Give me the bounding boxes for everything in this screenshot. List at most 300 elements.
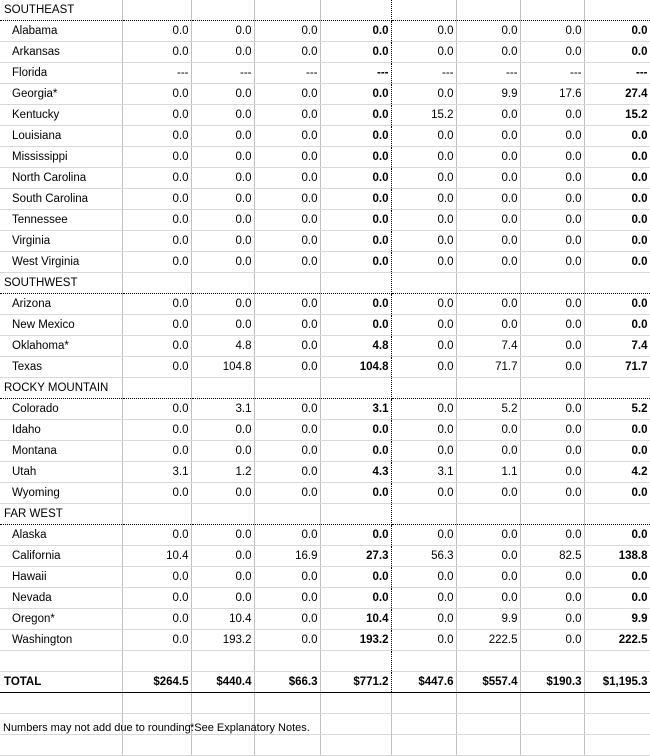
value-cell[interactable]: 0.0	[254, 399, 320, 420]
state-name-cell[interactable]: Hawaii	[0, 567, 122, 588]
value-cell[interactable]: 0.0	[191, 168, 254, 189]
value-cell[interactable]: 0.0	[391, 357, 456, 378]
state-name-cell[interactable]: Mississippi	[0, 147, 122, 168]
value-cell[interactable]: 0.0	[520, 126, 584, 147]
value-cell[interactable]: 0.0	[320, 210, 391, 231]
state-name-cell[interactable]: Montana	[0, 441, 122, 462]
value-cell[interactable]: 0.0	[584, 189, 650, 210]
empty-cell[interactable]	[122, 693, 191, 714]
value-cell[interactable]: 0.0	[320, 147, 391, 168]
empty-cell[interactable]	[391, 693, 456, 714]
value-cell[interactable]: 0.0	[320, 231, 391, 252]
value-cell[interactable]: 0.0	[456, 420, 520, 441]
state-name-cell[interactable]: Utah	[0, 462, 122, 483]
value-cell[interactable]: ---	[391, 63, 456, 84]
value-cell[interactable]: 0.0	[391, 210, 456, 231]
empty-cell[interactable]	[391, 273, 456, 294]
value-cell[interactable]: 0.0	[520, 588, 584, 609]
value-cell[interactable]: 0.0	[391, 252, 456, 273]
value-cell[interactable]: 5.2	[584, 399, 650, 420]
value-cell[interactable]: 0.0	[520, 105, 584, 126]
empty-cell[interactable]	[254, 504, 320, 525]
value-cell[interactable]: 0.0	[191, 105, 254, 126]
value-cell[interactable]: 0.0	[584, 588, 650, 609]
value-cell[interactable]: 0.0	[191, 189, 254, 210]
value-cell[interactable]: 0.0	[391, 84, 456, 105]
value-cell[interactable]: 0.0	[520, 210, 584, 231]
value-cell[interactable]: 7.4	[456, 336, 520, 357]
empty-cell[interactable]	[456, 693, 520, 714]
value-cell[interactable]: 0.0	[456, 525, 520, 546]
value-cell[interactable]: 3.1	[191, 399, 254, 420]
value-cell[interactable]: 0.0	[456, 483, 520, 504]
value-cell[interactable]: 0.0	[391, 420, 456, 441]
value-cell[interactable]: 0.0	[191, 294, 254, 315]
value-cell[interactable]: 0.0	[191, 42, 254, 63]
value-cell[interactable]: 0.0	[520, 441, 584, 462]
state-name-cell[interactable]: California	[0, 546, 122, 567]
total-label[interactable]: TOTAL	[0, 672, 122, 693]
value-cell[interactable]: 0.0	[456, 546, 520, 567]
value-cell[interactable]: 0.0	[391, 189, 456, 210]
value-cell[interactable]: 5.2	[456, 399, 520, 420]
value-cell[interactable]: 0.0	[122, 147, 191, 168]
empty-cell[interactable]	[320, 693, 391, 714]
value-cell[interactable]: 0.0	[191, 483, 254, 504]
value-cell[interactable]: 222.5	[584, 630, 650, 651]
value-cell[interactable]: 0.0	[320, 567, 391, 588]
state-name-cell[interactable]: Colorado	[0, 399, 122, 420]
value-cell[interactable]: 0.0	[456, 21, 520, 42]
value-cell[interactable]: 0.0	[391, 525, 456, 546]
value-cell[interactable]: 0.0	[456, 231, 520, 252]
value-cell[interactable]: 0.0	[191, 420, 254, 441]
value-cell[interactable]: 0.0	[191, 567, 254, 588]
value-cell[interactable]: 0.0	[122, 483, 191, 504]
empty-cell[interactable]	[456, 504, 520, 525]
value-cell[interactable]: 0.0	[254, 189, 320, 210]
empty-cell[interactable]	[191, 693, 254, 714]
value-cell[interactable]: 0.0	[520, 567, 584, 588]
value-cell[interactable]: ---	[584, 63, 650, 84]
value-cell[interactable]: 0.0	[320, 105, 391, 126]
value-cell[interactable]: 0.0	[391, 126, 456, 147]
value-cell[interactable]: 0.0	[391, 294, 456, 315]
value-cell[interactable]: 1.1	[456, 462, 520, 483]
total-value-cell[interactable]: $557.4	[456, 672, 520, 693]
value-cell[interactable]: 0.0	[122, 315, 191, 336]
empty-cell[interactable]	[191, 273, 254, 294]
value-cell[interactable]: 0.0	[254, 336, 320, 357]
empty-cell[interactable]	[320, 273, 391, 294]
value-cell[interactable]: 0.0	[520, 294, 584, 315]
value-cell[interactable]: 0.0	[254, 126, 320, 147]
value-cell[interactable]: 0.0	[320, 84, 391, 105]
value-cell[interactable]: 0.0	[191, 441, 254, 462]
value-cell[interactable]: 0.0	[191, 21, 254, 42]
value-cell[interactable]: 0.0	[320, 126, 391, 147]
total-value-cell[interactable]: $190.3	[520, 672, 584, 693]
empty-cell[interactable]	[391, 0, 456, 21]
value-cell[interactable]: 17.6	[520, 84, 584, 105]
value-cell[interactable]: 0.0	[391, 609, 456, 630]
value-cell[interactable]: 4.8	[320, 336, 391, 357]
empty-cell[interactable]	[584, 504, 650, 525]
value-cell[interactable]: 0.0	[520, 252, 584, 273]
empty-cell[interactable]	[520, 693, 584, 714]
empty-cell[interactable]	[320, 651, 391, 672]
value-cell[interactable]: 0.0	[520, 315, 584, 336]
value-cell[interactable]: 0.0	[320, 441, 391, 462]
value-cell[interactable]: 71.7	[584, 357, 650, 378]
value-cell[interactable]: 0.0	[191, 525, 254, 546]
value-cell[interactable]: 10.4	[122, 546, 191, 567]
state-name-cell[interactable]: South Carolina	[0, 189, 122, 210]
state-name-cell[interactable]: Washington	[0, 630, 122, 651]
state-name-cell[interactable]: Virginia	[0, 231, 122, 252]
value-cell[interactable]: 0.0	[191, 588, 254, 609]
value-cell[interactable]: 0.0	[456, 126, 520, 147]
value-cell[interactable]: 0.0	[520, 147, 584, 168]
value-cell[interactable]: 0.0	[122, 105, 191, 126]
value-cell[interactable]: 0.0	[320, 21, 391, 42]
empty-cell[interactable]	[456, 378, 520, 399]
value-cell[interactable]: 0.0	[520, 336, 584, 357]
value-cell[interactable]: 0.0	[584, 147, 650, 168]
value-cell[interactable]: 1.2	[191, 462, 254, 483]
value-cell[interactable]: 0.0	[456, 315, 520, 336]
empty-cell[interactable]	[584, 651, 650, 672]
region-label[interactable]: FAR WEST	[0, 504, 122, 525]
total-value-cell[interactable]: $66.3	[254, 672, 320, 693]
value-cell[interactable]: 0.0	[122, 168, 191, 189]
value-cell[interactable]: 0.0	[584, 231, 650, 252]
value-cell[interactable]: ---	[456, 63, 520, 84]
value-cell[interactable]: 0.0	[122, 420, 191, 441]
empty-cell[interactable]	[520, 273, 584, 294]
state-name-cell[interactable]: Louisiana	[0, 126, 122, 147]
value-cell[interactable]: 0.0	[391, 399, 456, 420]
value-cell[interactable]: 0.0	[391, 567, 456, 588]
value-cell[interactable]: 0.0	[520, 525, 584, 546]
value-cell[interactable]: 0.0	[391, 588, 456, 609]
state-name-cell[interactable]: Texas	[0, 357, 122, 378]
value-cell[interactable]: 0.0	[122, 399, 191, 420]
value-cell[interactable]: 15.2	[391, 105, 456, 126]
value-cell[interactable]: 0.0	[391, 441, 456, 462]
value-cell[interactable]: ---	[191, 63, 254, 84]
value-cell[interactable]: 0.0	[122, 567, 191, 588]
empty-cell[interactable]	[122, 504, 191, 525]
value-cell[interactable]: 0.0	[520, 42, 584, 63]
value-cell[interactable]: 0.0	[320, 168, 391, 189]
value-cell[interactable]: 9.9	[456, 84, 520, 105]
empty-cell[interactable]	[254, 273, 320, 294]
empty-cell[interactable]	[191, 504, 254, 525]
value-cell[interactable]: 0.0	[584, 441, 650, 462]
empty-cell[interactable]	[520, 0, 584, 21]
value-cell[interactable]: 0.0	[456, 252, 520, 273]
value-cell[interactable]: 0.0	[520, 483, 584, 504]
empty-cell[interactable]	[456, 0, 520, 21]
value-cell[interactable]: 10.4	[320, 609, 391, 630]
value-cell[interactable]: 0.0	[122, 357, 191, 378]
value-cell[interactable]: 0.0	[391, 168, 456, 189]
value-cell[interactable]: 0.0	[191, 84, 254, 105]
value-cell[interactable]: 0.0	[254, 147, 320, 168]
value-cell[interactable]: 0.0	[391, 483, 456, 504]
value-cell[interactable]: 0.0	[391, 315, 456, 336]
value-cell[interactable]: 0.0	[391, 147, 456, 168]
value-cell[interactable]: 0.0	[456, 441, 520, 462]
state-name-cell[interactable]: Oregon*	[0, 609, 122, 630]
value-cell[interactable]: 15.2	[584, 105, 650, 126]
value-cell[interactable]: 0.0	[254, 168, 320, 189]
empty-cell[interactable]	[122, 0, 191, 21]
value-cell[interactable]: 193.2	[191, 630, 254, 651]
value-cell[interactable]: 0.0	[584, 168, 650, 189]
value-cell[interactable]: 0.0	[456, 105, 520, 126]
value-cell[interactable]: 0.0	[456, 168, 520, 189]
value-cell[interactable]: 0.0	[122, 126, 191, 147]
value-cell[interactable]: 0.0	[391, 231, 456, 252]
empty-cell[interactable]	[254, 0, 320, 21]
value-cell[interactable]: 0.0	[584, 483, 650, 504]
value-cell[interactable]: 0.0	[191, 546, 254, 567]
value-cell[interactable]: 0.0	[254, 525, 320, 546]
value-cell[interactable]: 0.0	[320, 588, 391, 609]
value-cell[interactable]: 0.0	[584, 21, 650, 42]
value-cell[interactable]: 0.0	[254, 483, 320, 504]
state-name-cell[interactable]: Florida	[0, 63, 122, 84]
value-cell[interactable]: 3.1	[391, 462, 456, 483]
value-cell[interactable]: 0.0	[320, 42, 391, 63]
value-cell[interactable]: 0.0	[320, 252, 391, 273]
value-cell[interactable]: 0.0	[520, 462, 584, 483]
value-cell[interactable]: 104.8	[191, 357, 254, 378]
value-cell[interactable]: 104.8	[320, 357, 391, 378]
value-cell[interactable]: 0.0	[122, 294, 191, 315]
value-cell[interactable]: 0.0	[584, 252, 650, 273]
value-cell[interactable]: 0.0	[520, 399, 584, 420]
value-cell[interactable]: 0.0	[520, 231, 584, 252]
state-name-cell[interactable]: Nevada	[0, 588, 122, 609]
value-cell[interactable]: 0.0	[254, 567, 320, 588]
value-cell[interactable]: 0.0	[254, 357, 320, 378]
value-cell[interactable]: 222.5	[456, 630, 520, 651]
value-cell[interactable]: 4.8	[191, 336, 254, 357]
empty-cell[interactable]	[391, 651, 456, 672]
value-cell[interactable]: 0.0	[191, 126, 254, 147]
value-cell[interactable]: 3.1	[320, 399, 391, 420]
value-cell[interactable]: 0.0	[456, 210, 520, 231]
total-value-cell[interactable]: $1,195.3	[584, 672, 650, 693]
empty-cell[interactable]	[122, 273, 191, 294]
value-cell[interactable]: 0.0	[584, 126, 650, 147]
value-cell[interactable]: 0.0	[391, 21, 456, 42]
value-cell[interactable]: 0.0	[122, 42, 191, 63]
value-cell[interactable]: 0.0	[456, 189, 520, 210]
state-name-cell[interactable]: Tennessee	[0, 210, 122, 231]
value-cell[interactable]: 0.0	[122, 630, 191, 651]
value-cell[interactable]: 7.4	[584, 336, 650, 357]
value-cell[interactable]: 9.9	[584, 609, 650, 630]
empty-cell[interactable]	[520, 378, 584, 399]
total-value-cell[interactable]: $447.6	[391, 672, 456, 693]
empty-cell[interactable]	[0, 651, 122, 672]
value-cell[interactable]: 0.0	[584, 294, 650, 315]
value-cell[interactable]: 0.0	[320, 483, 391, 504]
value-cell[interactable]: 0.0	[254, 441, 320, 462]
value-cell[interactable]: 0.0	[584, 210, 650, 231]
empty-cell[interactable]	[122, 378, 191, 399]
value-cell[interactable]: 0.0	[122, 210, 191, 231]
value-cell[interactable]: 0.0	[254, 231, 320, 252]
value-cell[interactable]: 27.4	[584, 84, 650, 105]
value-cell[interactable]: 0.0	[122, 588, 191, 609]
empty-cell[interactable]	[456, 651, 520, 672]
value-cell[interactable]: ---	[122, 63, 191, 84]
value-cell[interactable]: 0.0	[122, 189, 191, 210]
state-name-cell[interactable]: West Virginia	[0, 252, 122, 273]
empty-cell[interactable]	[584, 0, 650, 21]
value-cell[interactable]: 0.0	[320, 294, 391, 315]
value-cell[interactable]: 4.3	[320, 462, 391, 483]
value-cell[interactable]: 0.0	[254, 609, 320, 630]
value-cell[interactable]: 0.0	[456, 588, 520, 609]
value-cell[interactable]: 0.0	[456, 147, 520, 168]
empty-cell[interactable]	[0, 693, 122, 714]
state-name-cell[interactable]: Alaska	[0, 525, 122, 546]
value-cell[interactable]: 0.0	[584, 315, 650, 336]
empty-cell[interactable]	[122, 651, 191, 672]
value-cell[interactable]: 0.0	[254, 588, 320, 609]
empty-cell[interactable]	[191, 0, 254, 21]
value-cell[interactable]: 0.0	[320, 420, 391, 441]
state-name-cell[interactable]: Georgia*	[0, 84, 122, 105]
value-cell[interactable]: 0.0	[254, 42, 320, 63]
empty-cell[interactable]	[320, 378, 391, 399]
state-name-cell[interactable]: Wyoming	[0, 483, 122, 504]
value-cell[interactable]: 0.0	[254, 21, 320, 42]
region-label[interactable]: SOUTHEAST	[0, 0, 122, 21]
empty-cell[interactable]	[584, 273, 650, 294]
value-cell[interactable]: ---	[320, 63, 391, 84]
value-cell[interactable]: 82.5	[520, 546, 584, 567]
value-cell[interactable]: ---	[520, 63, 584, 84]
value-cell[interactable]: 0.0	[584, 525, 650, 546]
empty-cell[interactable]	[584, 693, 650, 714]
value-cell[interactable]: 0.0	[122, 609, 191, 630]
value-cell[interactable]: 0.0	[456, 42, 520, 63]
total-value-cell[interactable]: $264.5	[122, 672, 191, 693]
value-cell[interactable]: 0.0	[320, 315, 391, 336]
state-name-cell[interactable]: Arizona	[0, 294, 122, 315]
empty-cell[interactable]	[520, 651, 584, 672]
empty-cell[interactable]	[254, 651, 320, 672]
value-cell[interactable]: 56.3	[391, 546, 456, 567]
empty-cell[interactable]	[320, 0, 391, 21]
value-cell[interactable]: 0.0	[122, 441, 191, 462]
empty-cell[interactable]	[456, 273, 520, 294]
value-cell[interactable]: 16.9	[254, 546, 320, 567]
value-cell[interactable]: 0.0	[584, 420, 650, 441]
empty-cell[interactable]	[191, 378, 254, 399]
empty-cell[interactable]	[584, 378, 650, 399]
value-cell[interactable]: 138.8	[584, 546, 650, 567]
value-cell[interactable]: 0.0	[254, 105, 320, 126]
empty-cell[interactable]	[391, 378, 456, 399]
value-cell[interactable]: 0.0	[122, 21, 191, 42]
value-cell[interactable]: 0.0	[520, 357, 584, 378]
state-name-cell[interactable]: Oklahoma*	[0, 336, 122, 357]
value-cell[interactable]: 0.0	[456, 294, 520, 315]
value-cell[interactable]: 0.0	[191, 315, 254, 336]
value-cell[interactable]: 0.0	[254, 210, 320, 231]
value-cell[interactable]: 0.0	[254, 315, 320, 336]
value-cell[interactable]: 0.0	[254, 462, 320, 483]
value-cell[interactable]: 0.0	[254, 420, 320, 441]
value-cell[interactable]: 0.0	[520, 189, 584, 210]
value-cell[interactable]: 0.0	[520, 168, 584, 189]
value-cell[interactable]: 0.0	[122, 525, 191, 546]
value-cell[interactable]: 0.0	[520, 609, 584, 630]
value-cell[interactable]: 0.0	[391, 42, 456, 63]
value-cell[interactable]: 193.2	[320, 630, 391, 651]
empty-cell[interactable]	[191, 651, 254, 672]
value-cell[interactable]: 0.0	[456, 567, 520, 588]
value-cell[interactable]: 10.4	[191, 609, 254, 630]
state-name-cell[interactable]: Alabama	[0, 21, 122, 42]
value-cell[interactable]: 0.0	[254, 252, 320, 273]
empty-cell[interactable]	[520, 504, 584, 525]
total-value-cell[interactable]: $771.2	[320, 672, 391, 693]
value-cell[interactable]: 0.0	[520, 420, 584, 441]
state-name-cell[interactable]: Kentucky	[0, 105, 122, 126]
value-cell[interactable]: 27.3	[320, 546, 391, 567]
empty-cell[interactable]	[254, 378, 320, 399]
value-cell[interactable]: 0.0	[584, 42, 650, 63]
region-label[interactable]: ROCKY MOUNTAIN	[0, 378, 122, 399]
state-name-cell[interactable]: Idaho	[0, 420, 122, 441]
value-cell[interactable]: 71.7	[456, 357, 520, 378]
value-cell[interactable]: 0.0	[254, 84, 320, 105]
value-cell[interactable]: 9.9	[456, 609, 520, 630]
value-cell[interactable]: 0.0	[584, 567, 650, 588]
value-cell[interactable]: 0.0	[320, 189, 391, 210]
value-cell[interactable]: 0.0	[254, 630, 320, 651]
value-cell[interactable]: 0.0	[122, 84, 191, 105]
value-cell[interactable]: 0.0	[191, 252, 254, 273]
value-cell[interactable]: 0.0	[520, 21, 584, 42]
region-label[interactable]: SOUTHWEST	[0, 273, 122, 294]
value-cell[interactable]: 4.2	[584, 462, 650, 483]
state-name-cell[interactable]: New Mexico	[0, 315, 122, 336]
value-cell[interactable]: 0.0	[254, 294, 320, 315]
value-cell[interactable]: 0.0	[122, 336, 191, 357]
state-name-cell[interactable]: North Carolina	[0, 168, 122, 189]
value-cell[interactable]: ---	[254, 63, 320, 84]
empty-cell[interactable]	[320, 504, 391, 525]
value-cell[interactable]: 0.0	[191, 210, 254, 231]
value-cell[interactable]: 0.0	[391, 630, 456, 651]
empty-cell[interactable]	[254, 693, 320, 714]
value-cell[interactable]: 0.0	[191, 231, 254, 252]
empty-cell[interactable]	[391, 504, 456, 525]
state-name-cell[interactable]: Arkansas	[0, 42, 122, 63]
value-cell[interactable]: 0.0	[320, 525, 391, 546]
total-value-cell[interactable]: $440.4	[191, 672, 254, 693]
